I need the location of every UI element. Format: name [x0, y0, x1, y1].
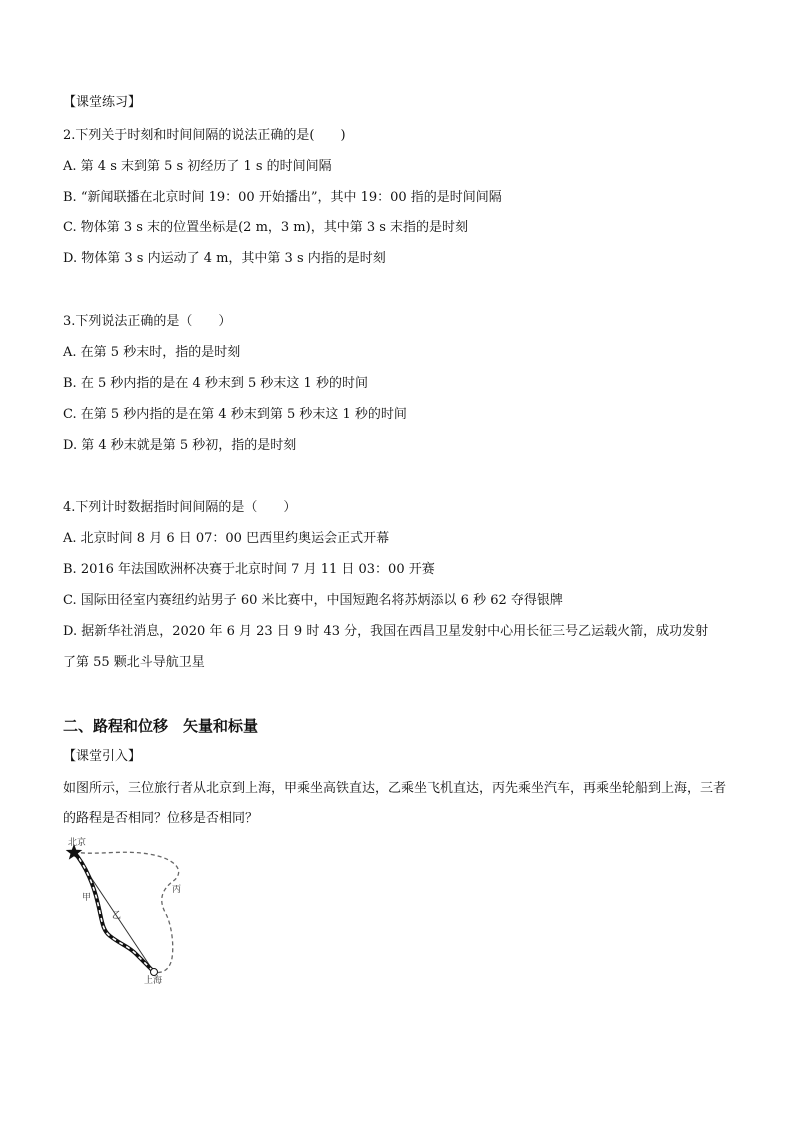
question-2-option-a: A. 第 4 s 末到第 5 s 初经历了 1 s 的时间间隔 [63, 159, 332, 174]
route-figure [58, 834, 198, 984]
question-2-option-b: B. “新闻联播在北京时间 19：00 开始播出”，其中 19：00 指的是时间间隔 [63, 190, 502, 205]
question-4-stem: 4.下列计时数据指时间间隔的是（ ） [63, 500, 297, 515]
intro-header: 【课堂引入】 [63, 749, 142, 764]
question-4-option-d: D. 据新华社消息，2020 年 6 月 23 日 9 时 43 分，我国在西昌卫星发射中心用长征三号乙运载火箭，成功发射 [63, 624, 709, 639]
shanghai-circle-icon [151, 969, 158, 976]
jia-label: 甲 [82, 893, 92, 903]
bing-label: 丙 [172, 885, 182, 895]
question-2-option-d: D. 物体第 3 s 内运动了 4 m，其中第 3 s 内指的是时刻 [63, 251, 386, 266]
question-3-stem: 3.下列说法正确的是（ ） [63, 314, 232, 329]
question-3-option-c: C. 在第 5 秒内指的是在第 4 秒末到第 5 秒末这 1 秒的时间 [63, 407, 407, 422]
question-4-option-a: A. 北京时间 8 月 6 日 07：00 巴西里约奥运会正式开幕 [63, 531, 390, 546]
section-title: 二、路程和位移 矢量和标量 [63, 717, 259, 735]
route-bing [74, 852, 182, 972]
shanghai-label: 上海 [144, 976, 163, 984]
question-2-option-c: C. 物体第 3 s 末的位置坐标是(2 m，3 m)，其中第 3 s 末指的是时刻 [63, 220, 469, 235]
question-4-option-d-continued: 了第 55 颗北斗导航卫星 [63, 655, 205, 670]
practice-header: 【课堂练习】 [63, 95, 142, 110]
question-2-stem: 2.下列关于时刻和时间间隔的说法正确的是( ) [63, 128, 346, 143]
question-4-option-c: C. 国际田径室内赛纽约站男子 60 米比赛中，中国短跑名将苏炳添以 6 秒 62 夺得银牌 [63, 593, 563, 608]
beijing-label: 北京 [68, 838, 87, 848]
intro-text: 如图所示，三位旅行者从北京到上海，甲乘坐高铁直达，乙乘坐飞机直达，丙先乘坐汽车，再乘坐轮船到上海，三者的路程是否相同？位移是否相同？ [63, 781, 727, 826]
question-3-option-a: A. 在第 5 秒末时，指的是时刻 [63, 345, 241, 360]
yi-label: 乙 [112, 911, 122, 921]
question-3-option-d: D. 第 4 秒末就是第 5 秒初，指的是时刻 [63, 438, 297, 453]
question-3-option-b: B. 在 5 秒内指的是在 4 秒末到 5 秒末这 1 秒的时间 [63, 376, 368, 391]
question-4-option-b: B. 2016 年法国欧洲杯决赛于北京时间 7 月 11 日 03：00 开赛 [63, 562, 435, 577]
